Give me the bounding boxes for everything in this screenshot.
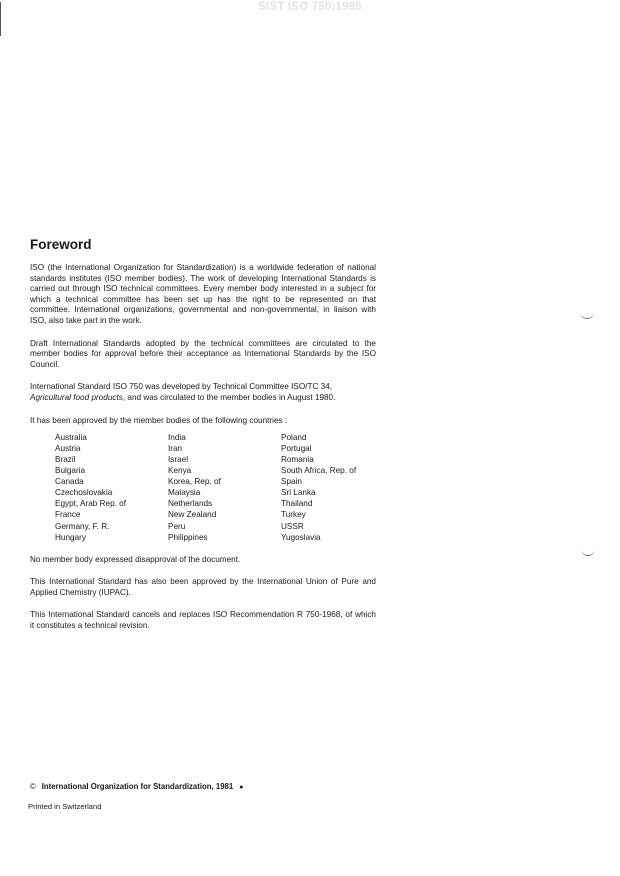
country-item: Peru (168, 521, 186, 531)
bullet-icon: ● (239, 784, 244, 791)
country-item: Korea, Rep. of (168, 477, 221, 487)
country-column-1 (55, 432, 168, 542)
country-item: Brazil (55, 455, 76, 465)
country-item: Germany, F. R. (55, 521, 110, 531)
country-item: New Zealand (168, 510, 217, 520)
printed-in: Printed in Switzerland (28, 802, 102, 811)
paragraph-iupac: This International Standard has also been approved by the International Union of Pure and Applied Chemistry (IUPAC). (30, 577, 376, 597)
country-item: Sri Lanka (281, 488, 316, 498)
country-item: France (55, 510, 81, 520)
paragraph-development (30, 382, 376, 403)
country-item: Canada (55, 477, 84, 487)
country-item: Thailand (281, 499, 313, 509)
copyright-line (30, 782, 243, 791)
paragraph-approval-intro: It has been approved by the member bodies of the following countries : (30, 415, 288, 425)
committee-title: Agricultural food products (30, 392, 123, 402)
country-column-3 (281, 432, 381, 542)
country-item: Egypt, Arab Rep. of (55, 499, 127, 509)
paragraph-no-disapproval: No member body expressed disapproval of the document. (30, 554, 241, 564)
foreword-body (30, 263, 376, 644)
scan-mark-icon (580, 312, 594, 319)
paragraph-development-end: , and was circulated to the member bodies in August 1980. (122, 392, 336, 402)
country-item: Kenya (168, 466, 192, 476)
country-item: Portugal (281, 444, 312, 454)
paragraph-replacement: This International Standard cancels and replaces ISO Recommendation R 750-1968, of which it constitutes a technical revision. (30, 610, 376, 630)
copyright-symbol: © (30, 782, 36, 791)
copyright-text: International Organization for Standardization, 1981 (41, 782, 234, 791)
country-item: Malaysia (168, 488, 201, 498)
country-item: Hungary (55, 532, 86, 542)
country-item: Netherlands (168, 499, 213, 509)
country-item: Bulgaria (55, 466, 86, 476)
country-list (55, 432, 376, 542)
paragraph-draft-standards: Draft International Standards adopted by the technical committees are circulated to the member bodies for approval before their acceptance as International Standards by the ISO Council. (30, 338, 376, 369)
country-item: Australia (55, 433, 87, 443)
country-item: USSR (281, 521, 304, 531)
country-item: India (168, 433, 186, 443)
country-item: Spain (281, 477, 302, 487)
country-column-2 (168, 432, 281, 542)
country-item: Iran (168, 444, 183, 454)
country-item: Israel (168, 455, 189, 465)
paragraph-development-start: International Standard ISO 750 was developed by Technical Committee ISO/TC 34, (30, 382, 333, 392)
watermark: SIST ISO 750:1995 (258, 1, 362, 13)
page-title: Foreword (30, 237, 92, 252)
country-item: Yugoslavia (281, 532, 321, 542)
country-item: Turkey (281, 510, 306, 520)
country-item: Czechoslovakia (55, 488, 113, 498)
paragraph-iso-intro: ISO (the International Organization for Standardization) is a worldwide federation of national standards institutes (ISO member bodies). The work of developing International Standards is carried out through ISO technical committees. Every member body interested in a subject for which a technical committee has been set up has the right to be represented on that committee. International organizations, governmental and non-governmental, in liaison with ISO, also take part in the work. (30, 263, 376, 325)
country-item: Austria (55, 444, 81, 454)
page-edge-mark (0, 2, 1, 36)
country-item: South Africa, Rep. of (281, 466, 357, 476)
country-item: Romania (281, 455, 314, 465)
country-item: Philippines (168, 532, 208, 542)
scan-mark-icon (581, 549, 595, 556)
country-item: Poland (281, 433, 307, 443)
